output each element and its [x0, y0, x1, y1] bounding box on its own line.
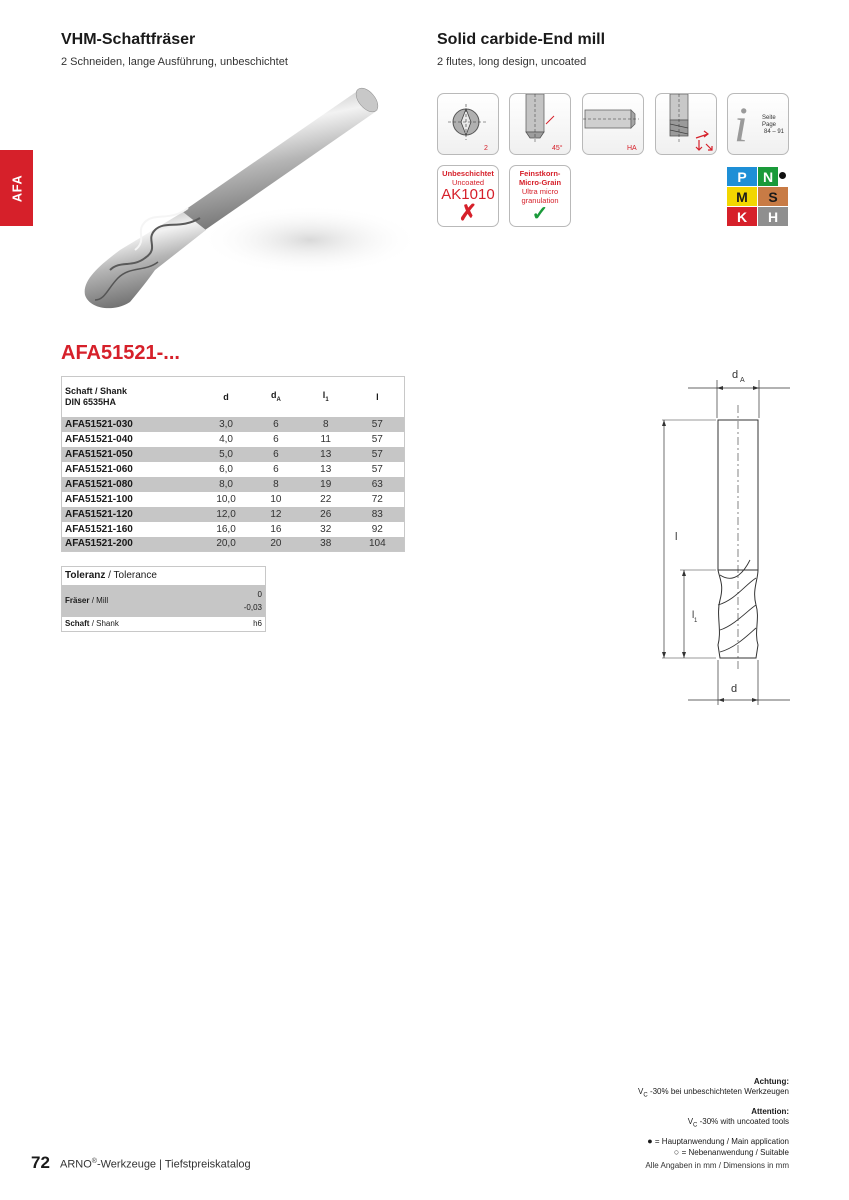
table-row: [62, 432, 405, 447]
cell-da: 6: [273, 463, 279, 475]
cell-code: AFA51521-050: [62, 447, 202, 462]
notes-block: [638, 1077, 789, 1158]
table-row: [62, 462, 405, 477]
uncoated-en: Uncoated: [451, 178, 485, 187]
coating-box: [437, 165, 499, 227]
tolerance-shank-rest: / Shank: [91, 619, 119, 629]
cell-l: 63: [351, 477, 405, 492]
note-attention: Attention:: [751, 1106, 789, 1116]
cell-l1: 13: [301, 447, 351, 462]
title-de: VHM-Schaftfräser: [61, 31, 196, 48]
cell-code: AFA51521-100: [65, 493, 133, 505]
cell-code: AFA51521-060: [65, 463, 133, 475]
drawing-l1-sub: 1: [694, 618, 698, 624]
note-suitable: [638, 1147, 789, 1158]
grain-box: [509, 165, 571, 227]
cell-l1: 13: [320, 463, 332, 475]
page-number: 72: [31, 1153, 50, 1172]
tolerance-mill-bold: Fräser: [65, 596, 90, 605]
table-row: [62, 447, 405, 462]
cell-d: 8,0: [201, 477, 251, 492]
tolerance-head-bold: Toleranz: [65, 570, 106, 582]
material-n: N: [758, 167, 778, 186]
header-din-label: DIN 6535HA: [65, 396, 117, 407]
cell-da: 12: [251, 507, 301, 522]
cell-da: 6: [273, 433, 279, 445]
plunge-cut-icon: [655, 93, 717, 155]
cell-d: 5,0: [201, 447, 251, 462]
footer-brand-name: ARNO: [60, 1158, 92, 1171]
cell-l: 57: [371, 433, 383, 445]
header-l1-sub: 1: [325, 397, 329, 404]
material-h: H: [758, 207, 788, 226]
drawing-l1-label: l: [692, 610, 695, 621]
tolerance-shank-label: [62, 617, 207, 632]
material-s: S: [758, 187, 788, 206]
cell-l1: 11: [320, 433, 331, 445]
info-icon[interactable]: [727, 93, 789, 155]
main-application-dot-icon: [779, 172, 786, 179]
cell-d: 16,0: [216, 523, 236, 535]
cell-d: 3,0: [201, 417, 251, 432]
product-code: AFA51521-...: [61, 342, 180, 364]
cell-code: AFA51521-120: [62, 507, 202, 522]
section-tab: [0, 150, 33, 226]
subtitle-en: 2 flutes, long design, uncoated: [437, 56, 587, 68]
info-page-label: Seite Page: [762, 115, 777, 128]
cell-da: 6: [251, 417, 301, 432]
info-page-range: 84 – 91: [764, 129, 785, 135]
technical-drawing: [650, 360, 795, 710]
table-row: [62, 417, 405, 432]
title-en: Solid carbide-End mill: [437, 31, 606, 48]
grain-de-2: Micro-Grain: [518, 178, 562, 187]
cell-l: 57: [351, 417, 405, 432]
subtitle-de: 2 Schneiden, lange Ausführung, unbeschichtet: [61, 56, 288, 68]
note-achtung: Achtung:: [753, 1077, 789, 1086]
drawing-d-label: d: [731, 683, 738, 695]
tolerance-header: [62, 567, 266, 585]
footer-dimensions-note: Alle Angaben in mm / Dimensions in mm: [645, 1161, 789, 1170]
tolerance-mill-rest: / Mill: [91, 596, 109, 605]
tolerance-mill-lower: -0,03: [243, 602, 262, 612]
uncoated-de: Unbeschichtet: [442, 169, 494, 178]
cell-l1: 38: [301, 537, 351, 552]
flute-count-label: 2: [484, 145, 488, 152]
cell-l1: 26: [301, 507, 351, 522]
cell-l: 83: [351, 507, 405, 522]
cell-d: 10,0: [216, 493, 236, 505]
material-m: M: [727, 187, 757, 206]
note-vc-en-sym: V: [687, 1116, 694, 1126]
cell-d: 6,0: [219, 463, 233, 475]
note-suitable-text: = Nebenanwendung / Suitable: [681, 1148, 789, 1158]
note-main-app-text: = Hauptanwendung / Main application: [654, 1137, 789, 1147]
cell-code: AFA51521-160: [65, 523, 133, 535]
grain-de: Feinstkorn-: [519, 169, 561, 178]
cell-code: AFA51521-080: [62, 477, 202, 492]
cell-da: 8: [251, 477, 301, 492]
header-da-sub: A: [276, 397, 281, 404]
table-row: [62, 507, 405, 522]
table-row: [62, 477, 405, 492]
cell-l1: 22: [320, 493, 332, 505]
cell-code: AFA51521-200: [62, 537, 202, 552]
open-dot-icon: ○: [673, 1147, 680, 1158]
dimension-table: [61, 376, 405, 552]
footer-brand-rest: -Werkzeuge | Tiefstpreiskatalog: [96, 1158, 251, 1171]
cross-icon: ✗: [458, 200, 478, 225]
footer-brand: [60, 1158, 251, 1171]
cell-code: AFA51521-040: [65, 433, 133, 445]
note-vc-de-sym: V: [638, 1087, 644, 1096]
material-k: K: [727, 207, 757, 226]
cell-d: 4,0: [219, 433, 233, 445]
flute-count-icon: [437, 93, 499, 155]
cell-l1: 19: [301, 477, 351, 492]
tolerance-table: [61, 566, 266, 632]
shank-type-icon: [582, 93, 644, 155]
cell-l: 104: [351, 537, 405, 552]
tolerance-mill-value: [206, 585, 265, 617]
cell-d: 12,0: [201, 507, 251, 522]
header-d: d: [201, 377, 251, 417]
tolerance-mill-upper: 0: [257, 589, 262, 599]
table-row: [62, 522, 405, 537]
header-l1-label: l: [322, 390, 326, 401]
chamfer-icon: [509, 93, 571, 155]
header-shank: [62, 377, 202, 417]
cell-l: 92: [371, 523, 383, 535]
chamfer-label: 45°: [552, 145, 563, 152]
cell-da: 20: [251, 537, 301, 552]
tolerance-shank-value: h6: [253, 619, 262, 629]
note-vc-en: [638, 1117, 789, 1131]
cell-l1: 32: [320, 523, 332, 535]
note-vc-de-sub: C: [643, 1092, 648, 1099]
note-vc-de: [638, 1087, 789, 1101]
cell-da: 6: [251, 447, 301, 462]
cell-l: 57: [351, 447, 405, 462]
shank-type-label: HA: [627, 145, 637, 152]
cell-da: 10: [270, 493, 282, 505]
note-vc-en-text: -30% with uncoated tools: [697, 1116, 789, 1126]
material-p: P: [727, 167, 757, 186]
cell-l1: 8: [301, 417, 351, 432]
info-i-glyph: i: [734, 96, 748, 152]
header-shank-label: Schaft / Shank: [65, 385, 128, 396]
check-icon: ✓: [531, 203, 549, 225]
filled-dot-icon: ●: [647, 1136, 653, 1147]
cell-l: 57: [371, 463, 383, 475]
cell-da: 16: [270, 523, 282, 535]
tolerance-mill-label: [62, 585, 207, 617]
tolerance-head-rest: / Tolerance: [108, 570, 157, 582]
footer-reg-mark: ®: [91, 1158, 97, 1165]
cell-code: AFA51521-030: [62, 417, 202, 432]
end-mill-photo: [60, 80, 415, 315]
header-l: l: [351, 377, 405, 417]
drawing-l-label: l: [675, 531, 678, 543]
header-l1: [301, 377, 351, 417]
cell-l: 72: [371, 493, 383, 505]
grain-en: Ultra micro: [521, 187, 559, 196]
note-main-app: [638, 1136, 789, 1147]
header-da-label: d: [270, 390, 277, 401]
section-tab-label: AFA: [9, 174, 24, 202]
cell-d: 20,0: [201, 537, 251, 552]
grade-name: AK1010: [441, 186, 495, 203]
table-row: [62, 537, 405, 552]
drawing-da-label: d: [732, 369, 739, 381]
table-row: [62, 492, 405, 507]
header-da: [251, 377, 301, 417]
tolerance-shank-bold: Schaft: [65, 619, 90, 629]
note-vc-de-text: -30% bei unbeschichteten Werkzeugen: [647, 1087, 789, 1096]
grain-en-2: granulation: [521, 196, 559, 205]
note-vc-en-sub: C: [693, 1122, 698, 1129]
drawing-da-sub: A: [740, 377, 745, 384]
